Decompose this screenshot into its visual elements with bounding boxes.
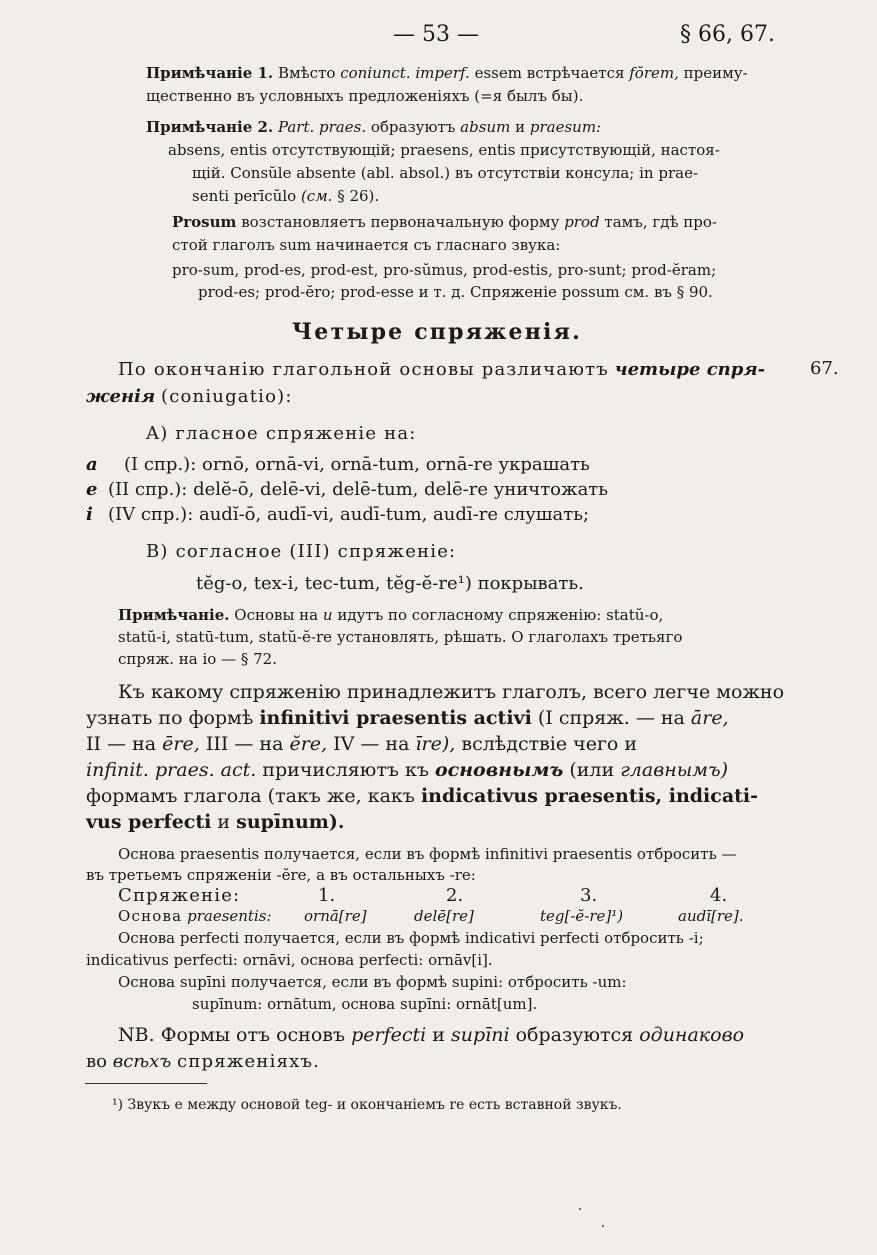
latin-term: infinit. praes. act. xyxy=(86,759,257,781)
note-3-line-2: statŭ-i, statū-tum, statŭ-ĕ-re установлять, рѣшать. О глаголахъ третьяго xyxy=(118,628,683,646)
text: (coniugatio): xyxy=(160,386,293,407)
text: IV — на xyxy=(333,733,410,755)
text: essem встрѣчается xyxy=(474,64,625,82)
conj-number-1: 1. xyxy=(318,885,336,906)
intro-line-2 xyxy=(86,386,293,407)
ending: ēre, xyxy=(162,733,200,755)
text: (I спряж. — на xyxy=(537,707,685,729)
vowel-row-a xyxy=(86,454,590,475)
emphasis: главнымъ) xyxy=(620,759,729,781)
text: преиму- xyxy=(683,64,748,82)
text: узнать по формѣ xyxy=(86,707,254,729)
text: и xyxy=(515,118,526,136)
ending: āre, xyxy=(690,707,729,729)
section-reference: § 66, 67. xyxy=(680,22,775,47)
stem-letter: e xyxy=(86,479,98,500)
latin-term: prod xyxy=(564,213,600,231)
emphasis: всѣхъ xyxy=(112,1051,172,1072)
consonant-example: tĕg-o, tex-i, tec-tum, tĕg-ĕ-re¹) покрывать. xyxy=(196,573,584,594)
stem-letter: a xyxy=(86,454,98,475)
text: возстановляетъ первоначальную форму xyxy=(241,213,560,231)
latin-term: infinitivi praesentis activi xyxy=(259,707,532,729)
footnote: ¹) Звукъ e между основой teg- и окончаніемъ re есть вставной звукъ. xyxy=(112,1097,622,1113)
note-1-label: Примѣчаніе 1. xyxy=(146,64,274,82)
prosum-line-1 xyxy=(172,213,717,231)
latin-term: supīnum). xyxy=(236,811,345,833)
note-2-line-2: absens, entis отсутствующій; praesens, entis присутствующій, настоя- xyxy=(168,141,720,159)
emphasis: основнымъ xyxy=(434,759,564,781)
text: и xyxy=(432,1024,445,1046)
latin-term: praesum: xyxy=(529,118,602,136)
emphasis: женія xyxy=(86,386,156,407)
text: (или xyxy=(569,759,615,781)
latin-term: fŏrem, xyxy=(629,64,679,82)
latin-term: Prosum xyxy=(172,213,237,231)
perfect-line-1: Основа perfecti получается, если въ формѣ indicativi perfecti отбросить -i; xyxy=(118,929,704,947)
text: идутъ по согласному спряженію: statŭ-o, xyxy=(337,606,664,624)
note-3-label: Примѣчаніе. xyxy=(118,606,230,624)
text: III — на xyxy=(205,733,284,755)
conj-number-3: 3. xyxy=(580,885,598,906)
footnote-divider xyxy=(85,1083,207,1084)
note-2-label: Примѣчаніе 2. xyxy=(146,118,274,136)
paper-speck xyxy=(602,1225,604,1227)
stem-form-4: audī[re]. xyxy=(678,907,744,925)
text: вслѣдствіе чего и xyxy=(461,733,638,755)
latin-term: perfecti xyxy=(351,1024,427,1046)
latin-term: supīni xyxy=(450,1024,510,1046)
stem-form-3: teg[-ĕ-re]¹) xyxy=(540,907,624,925)
supine-line-2: supīnum: ornātum, основа supīni: ornāt[um]. xyxy=(192,995,538,1013)
latin-term: coniunct. imperf. xyxy=(340,64,470,82)
perfect-line-2: indicativus perfecti: ornāvi, основа perfecti: ornāv[i]. xyxy=(86,951,493,969)
stem-form-1: ornā[re] xyxy=(304,907,367,925)
text: § 26). xyxy=(337,187,380,205)
text: Формы отъ основъ xyxy=(160,1024,346,1046)
supine-line-1: Основа supīni получается, если въ формѣ supini: отбросить -um: xyxy=(118,973,627,991)
latin-term: praesentis: xyxy=(187,907,272,925)
text: senti perīcŭlo xyxy=(192,187,297,205)
section-heading: Четыре спряженія. xyxy=(292,319,582,345)
margin-number: 67. xyxy=(810,358,839,379)
text: (IV спр.): audĭ-ō, audī-vi, audī-tum, audī-re слушать; xyxy=(108,504,590,525)
stem-form-2: delē[re] xyxy=(414,907,474,925)
intro-line-1 xyxy=(118,359,765,380)
main-line-3 xyxy=(86,733,637,755)
text: Основы на xyxy=(234,606,319,624)
conj-label: Спряженіе: xyxy=(118,885,241,906)
stems-line-2: въ третьемъ спряженіи -ĕre, а въ остальныхъ -re: xyxy=(86,866,476,884)
vowel-row-e xyxy=(86,479,608,500)
stem-letter: i xyxy=(86,504,93,525)
latin-term: Part. praes. xyxy=(277,118,367,136)
text: тамъ, гдѣ про- xyxy=(604,213,717,231)
text: По окончанію глагольной основы различаютъ xyxy=(118,359,609,380)
vowel-heading: A) гласное спряженіе на: xyxy=(146,423,417,444)
note-2-line-3: щій. Consŭle absente (abl. absol.) въ отсутствіи консула; in prae- xyxy=(192,164,699,182)
main-line-6 xyxy=(86,811,345,833)
text: (II спр.): delĕ-ō, delē-vi, delē-tum, delē-re уничтожать xyxy=(108,479,609,500)
text: II — на xyxy=(86,733,157,755)
text: (см. xyxy=(300,187,333,205)
conj-number-4: 4. xyxy=(710,885,728,906)
stem-row xyxy=(118,907,272,925)
conj-number-2: 2. xyxy=(446,885,464,906)
prosum-line-3: pro-sum, prod-es, prod-est, pro-sŭmus, prod-estis, pro-sunt; prod-ĕram; xyxy=(172,261,717,279)
stems-line-1: Основа praesentis получается, если въ формѣ infinitivi praesentis отбросить — xyxy=(118,845,737,863)
text: формамъ глагола (такъ же, какъ xyxy=(86,785,415,807)
main-line-4 xyxy=(86,759,728,781)
page-number: — 53 — xyxy=(393,22,479,47)
nb-line-2 xyxy=(86,1051,320,1072)
note-2-line-4 xyxy=(192,187,379,205)
note-3-line-3: спряж. на io — § 72. xyxy=(118,650,277,668)
prosum-line-2: стой глаголъ sum начинается съ гласнаго звука: xyxy=(172,236,561,254)
latin-term: indicativus praesentis, indicati- xyxy=(420,785,759,807)
text: причисляютъ къ xyxy=(262,759,429,781)
text: Основа xyxy=(118,907,183,925)
text: (I спр.): ornō, ornā-vi, ornā-tum, ornā-re украшать xyxy=(124,454,590,475)
text: образуются xyxy=(515,1024,634,1046)
note-3-line-1 xyxy=(118,606,663,624)
note-1-line-1 xyxy=(146,64,748,82)
consonant-heading: B) согласное (III) спряженіе: xyxy=(146,541,457,562)
ending: īre), xyxy=(415,733,456,755)
text: образуютъ xyxy=(370,118,456,136)
text: во xyxy=(86,1051,107,1072)
paper-speck xyxy=(579,1208,581,1210)
main-line-1: Къ какому спряженію принадлежитъ глаголъ, всего легче можно xyxy=(118,681,785,703)
nb-label: NB. xyxy=(118,1024,155,1046)
stem-letter: u xyxy=(322,606,333,624)
nb-line-1 xyxy=(118,1024,744,1046)
prosum-line-4: prod-es; prod-ĕro; prod-esse и т. д. Спряженіе possum см. въ § 90. xyxy=(198,283,713,301)
text: Вмѣсто xyxy=(277,64,336,82)
note-2-line-1 xyxy=(146,118,601,136)
text: спряженіяхъ. xyxy=(177,1051,321,1072)
emphasis: четыре спря- xyxy=(614,359,766,380)
text: и xyxy=(217,811,231,833)
main-line-2 xyxy=(86,707,729,729)
note-1-line-2: щественно въ условныхъ предложеніяхъ (=я былъ бы). xyxy=(146,87,584,105)
latin-term: vus perfecti xyxy=(86,811,212,833)
latin-term: absum xyxy=(460,118,511,136)
main-line-5 xyxy=(86,785,758,807)
vowel-row-i xyxy=(86,504,589,525)
ending: ĕre, xyxy=(289,733,328,755)
emphasis: одинаково xyxy=(639,1024,745,1046)
